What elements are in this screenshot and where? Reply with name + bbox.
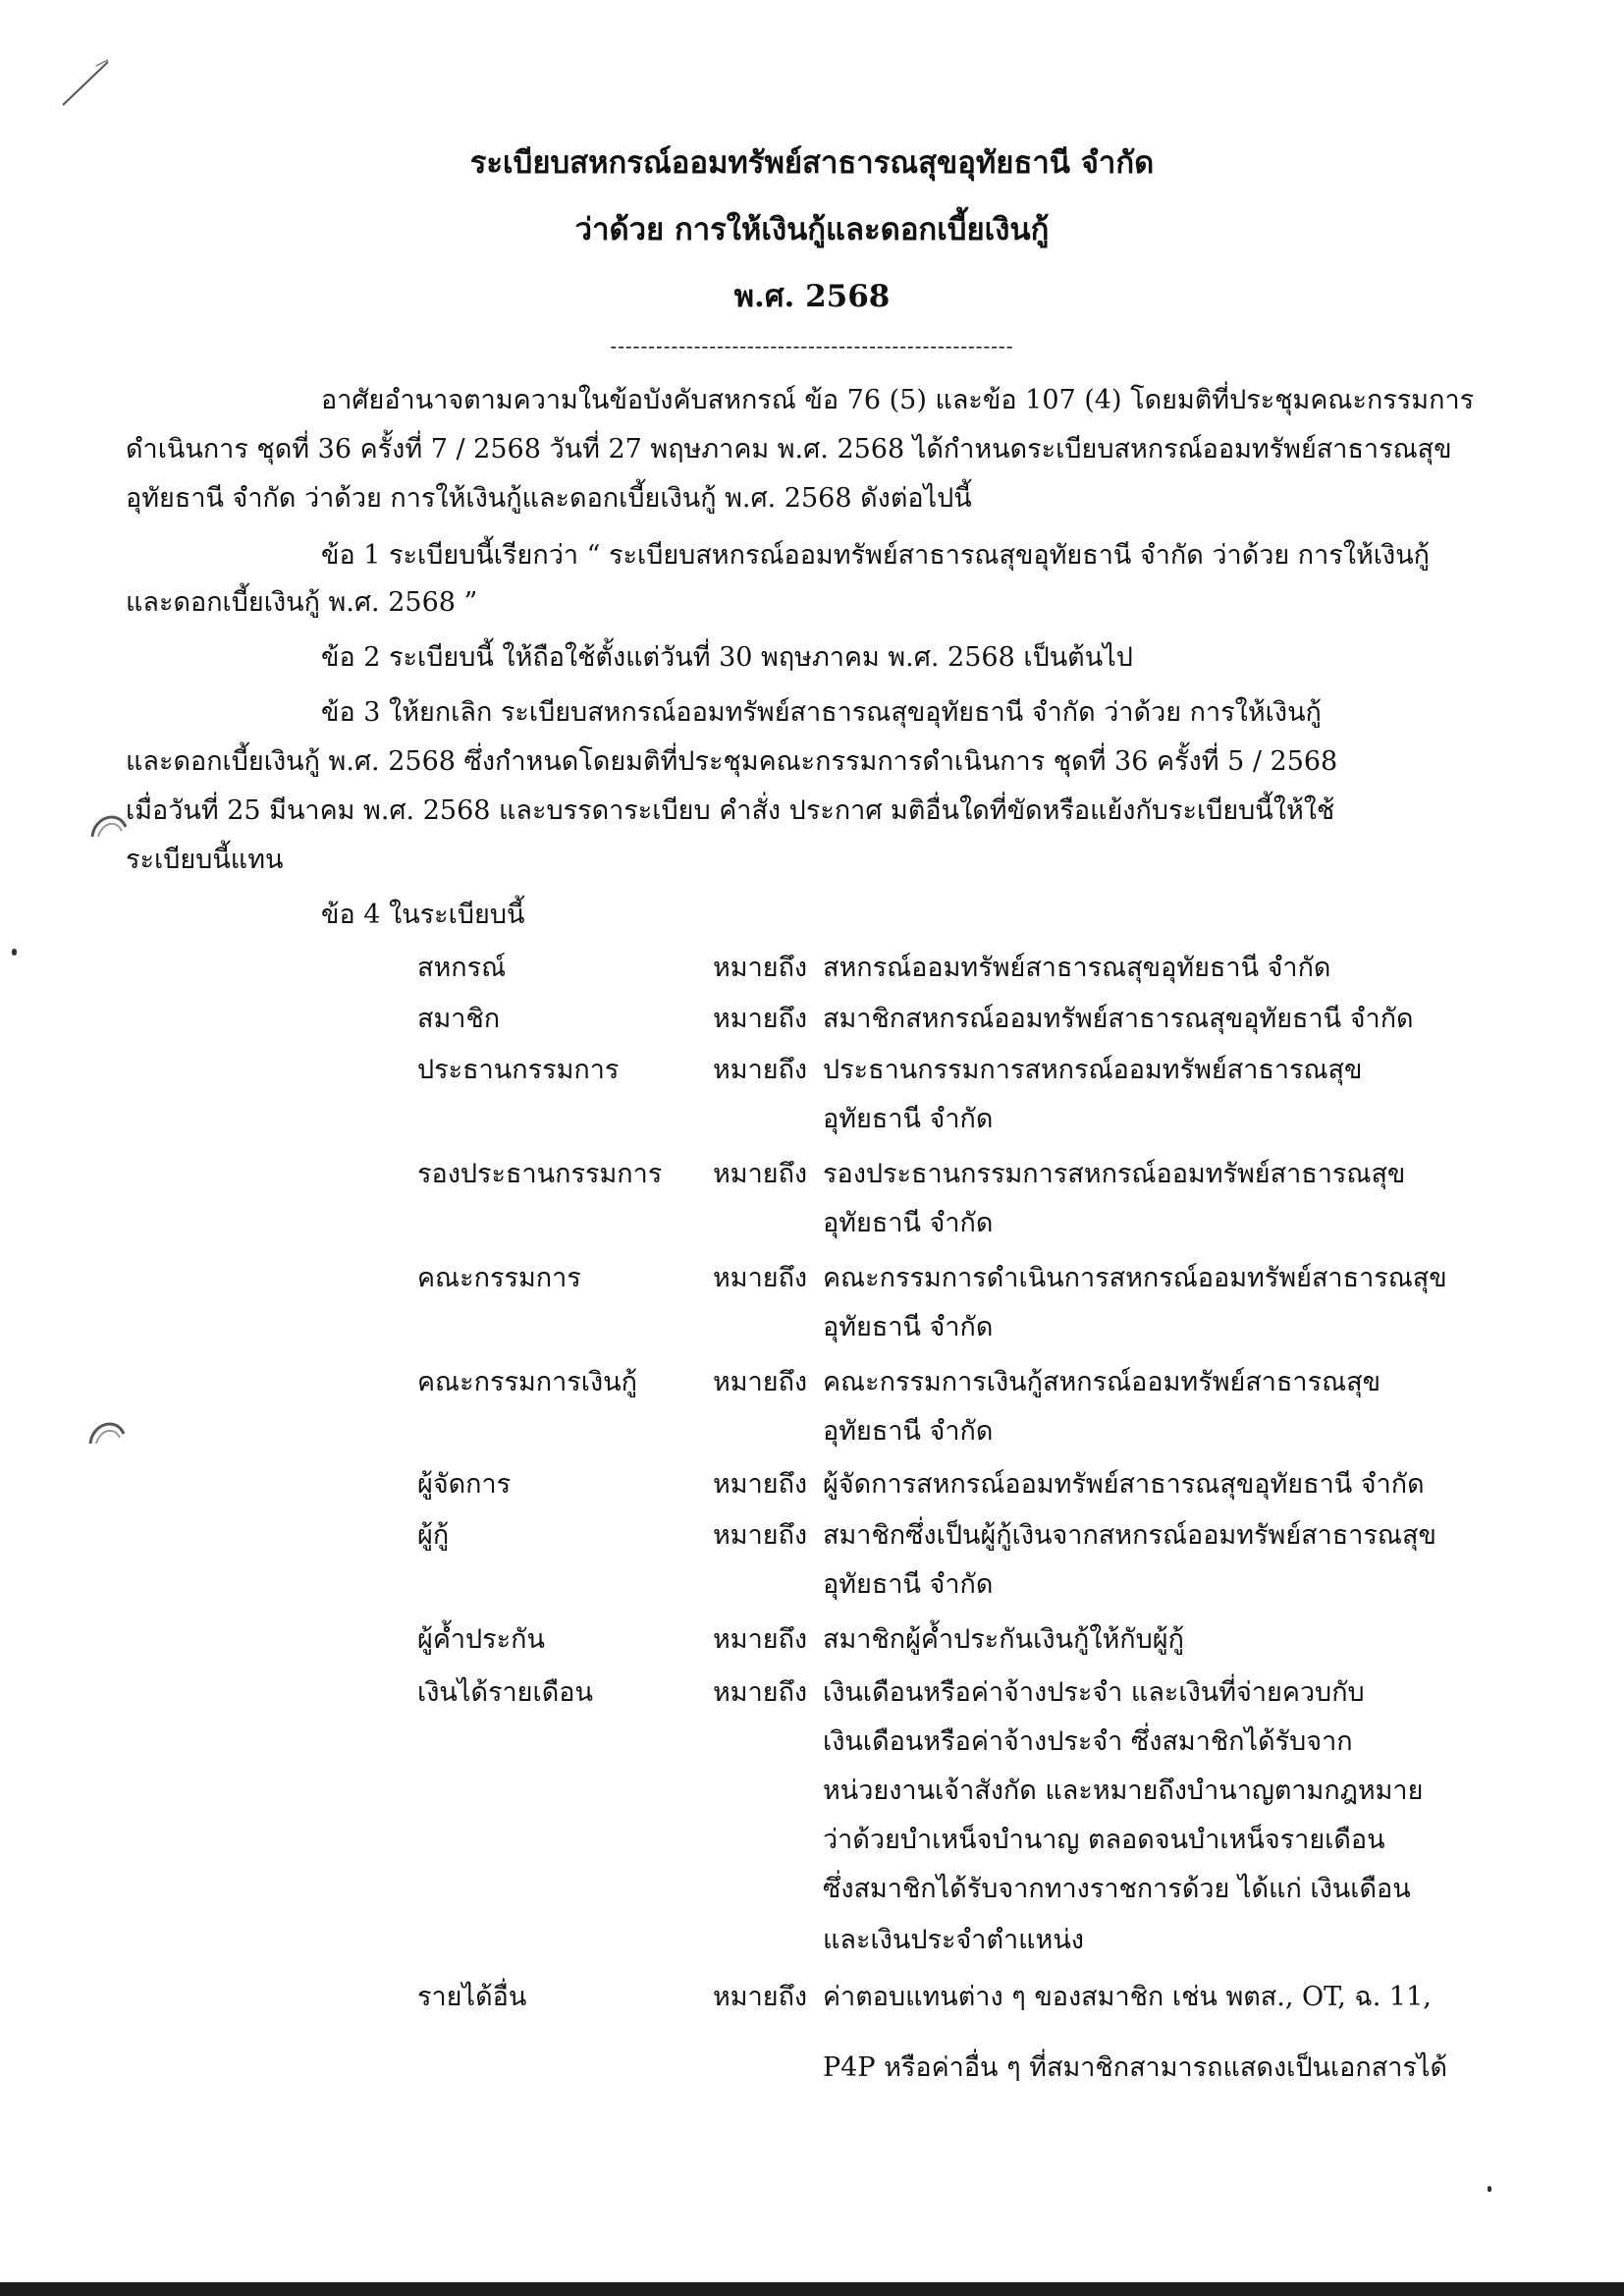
definition-text: อุทัยธานี จำกัด	[823, 1416, 994, 1447]
definition-term: สมาชิก	[417, 1004, 501, 1034]
definition-term: ประธานกรรมการ	[417, 1055, 620, 1085]
definition-text: P4P หรือค่าอื่น ๆ ที่สมาชิกสามารถแสดงเป็นเอกสารได้	[823, 2052, 1448, 2083]
scan-bottom-edge	[0, 2282, 1624, 2296]
clause-3-line: ข้อ 3 ให้ยกเลิก ระเบียบสหกรณ์ออมทรัพย์สาธารณสุขอุทัยธานี จำกัด ว่าด้วย การให้เงินกู้	[321, 697, 1322, 728]
definition-text: หน่วยงานเจ้าสังกัด และหมายถึงบำนาญตามกฎหมาย	[823, 1776, 1424, 1806]
definition-text: สหกรณ์ออมทรัพย์สาธารณสุขอุทัยธานี จำกัด	[823, 953, 1331, 983]
definition-meaning-word: หมายถึง	[713, 1624, 808, 1655]
preamble-line: อาศัยอำนาจตามความในข้อบังคับสหกรณ์ ข้อ 76 (5) และข้อ 107 (4) โดยมติที่ประชุมคณะกรรมการ	[321, 385, 1475, 415]
definition-text: เงินเดือนหรือค่าจ้างประจำ และเงินที่จ่ายควบกับ	[823, 1677, 1365, 1708]
definition-term: รองประธานกรรมการ	[417, 1159, 663, 1189]
clause-3-line: เมื่อวันที่ 25 มีนาคม พ.ศ. 2568 และบรรดาระเบียบ คำสั่ง ประกาศ มติอื่นใดที่ขัดหรือแย้งกับระเบียบนี้ให้ใช้	[126, 795, 1335, 826]
definition-term: ผู้จัดการ	[417, 1469, 512, 1500]
definition-text: อุทัยธานี จำกัด	[823, 1569, 994, 1600]
definition-meaning-word: หมายถึง	[713, 1520, 808, 1551]
definition-meaning-word: หมายถึง	[713, 953, 808, 983]
definition-text: อุทัยธานี จำกัด	[823, 1312, 994, 1342]
definition-meaning-word: หมายถึง	[713, 1159, 808, 1189]
punch-hole-mark-top	[88, 807, 130, 843]
document-year: พ.ศ. 2568	[733, 279, 891, 314]
pen-stroke-mark	[57, 54, 116, 113]
definition-meaning-word: หมายถึง	[713, 1263, 808, 1293]
definition-text: สมาชิกสหกรณ์ออมทรัพย์สาธารณสุขอุทัยธานี จำกัด	[823, 1004, 1414, 1034]
definition-meaning-word: หมายถึง	[713, 1677, 808, 1708]
definition-term: ผู้ค้ำประกัน	[417, 1624, 545, 1655]
definition-text: เงินเดือนหรือค่าจ้างประจำ ซึ่งสมาชิกได้รับจาก	[823, 1726, 1353, 1757]
clause-1-line: และดอกเบี้ยเงินกู้ พ.ศ. 2568 ”	[126, 587, 478, 618]
definition-text: ประธานกรรมการสหกรณ์ออมทรัพย์สาธารณสุข	[823, 1055, 1363, 1085]
definition-term: รายได้อื่น	[417, 1982, 527, 2012]
preamble-line: ดำเนินการ ชุดที่ 36 ครั้งที่ 7 / 2568 วันที่ 27 พฤษภาคม พ.ศ. 2568 ได้กำหนดระเบียบสหกรณ์ออมทรัพย์สาธารณสุข	[126, 434, 1452, 465]
definition-text: สมาชิกซึ่งเป็นผู้กู้เงินจากสหกรณ์ออมทรัพย์สาธารณสุข	[823, 1520, 1436, 1551]
definition-text: ผู้จัดการสหกรณ์ออมทรัพย์สาธารณสุขอุทัยธานี จำกัด	[823, 1469, 1425, 1500]
clause-2-line: ข้อ 2 ระเบียบนี้ ให้ถือใช้ตั้งแต่วันที่ 30 พฤษภาคม พ.ศ. 2568 เป็นต้นไป	[321, 642, 1133, 673]
clause-1-line: ข้อ 1 ระเบียบนี้เรียกว่า “ ระเบียบสหกรณ์ออมทรัพย์สาธารณสุขอุทัยธานี จำกัด ว่าด้วย การให้เงินกู้	[321, 540, 1431, 571]
clause-3-line: ระเบียบนี้แทน	[126, 845, 284, 875]
ink-dot	[12, 949, 17, 956]
definition-text: รองประธานกรรมการสหกรณ์ออมทรัพย์สาธารณสุข	[823, 1159, 1406, 1189]
document-title: ระเบียบสหกรณ์ออมทรัพย์สาธารณสุขอุทัยธานี จำกัด	[469, 145, 1155, 181]
preamble-line: อุทัยธานี จำกัด ว่าด้วย การให้เงินกู้และดอกเบี้ยเงินกู้ พ.ศ. 2568 ดังต่อไปนี้	[126, 483, 972, 514]
definition-text: ซึ่งสมาชิกได้รับจากทางราชการด้วย ได้แก่ เงินเดือน	[823, 1874, 1411, 1904]
definition-meaning-word: หมายถึง	[713, 1982, 808, 2012]
definition-text: ค่าตอบแทนต่าง ๆ ของสมาชิก เช่น พตส., OT, ฉ. 11,	[823, 1982, 1432, 2012]
definition-meaning-word: หมายถึง	[713, 1055, 808, 1085]
definition-text: และเงินประจำตำแหน่ง	[823, 1925, 1084, 1955]
definition-term: คณะกรรมการ	[417, 1263, 581, 1293]
definition-term: ผู้กู้	[417, 1520, 450, 1551]
definition-term: คณะกรรมการเงินกู้	[417, 1367, 637, 1397]
document-subtitle: ว่าด้วย การให้เงินกู้และดอกเบี้ยเงินกู้	[574, 212, 1050, 247]
ink-dot	[1488, 2186, 1491, 2192]
definition-meaning-word: หมายถึง	[713, 1469, 808, 1500]
definition-term: เงินได้รายเดือน	[417, 1677, 593, 1708]
clause-4-intro: ข้อ 4 ในระเบียบนี้	[321, 900, 525, 930]
definition-text: สมาชิกผู้ค้ำประกันเงินกู้ให้กับผู้กู้	[823, 1624, 1184, 1655]
definition-meaning-word: หมายถึง	[713, 1367, 808, 1397]
clause-3-line: และดอกเบี้ยเงินกู้ พ.ศ. 2568 ซึ่งกำหนดโดยมติที่ประชุมคณะกรรมการดำเนินการ ชุดที่ 36 ครั้งที่ 5 / 2568	[126, 746, 1338, 777]
definition-term: สหกรณ์	[417, 953, 507, 983]
punch-hole-mark-bottom	[86, 1414, 128, 1449]
definition-text: อุทัยธานี จำกัด	[823, 1104, 994, 1134]
definition-text: อุทัยธานี จำกัด	[823, 1208, 994, 1238]
definition-text: คณะกรรมการดำเนินการสหกรณ์ออมทรัพย์สาธารณสุข	[823, 1263, 1447, 1293]
definition-meaning-word: หมายถึง	[713, 1004, 808, 1034]
definition-text: คณะกรรมการเงินกู้สหกรณ์ออมทรัพย์สาธารณสุข	[823, 1367, 1381, 1397]
title-divider: -----------------------------------------------------	[610, 334, 1014, 357]
definition-text: ว่าด้วยบำเหน็จบำนาญ ตลอดจนบำเหน็จรายเดือน	[823, 1825, 1385, 1855]
